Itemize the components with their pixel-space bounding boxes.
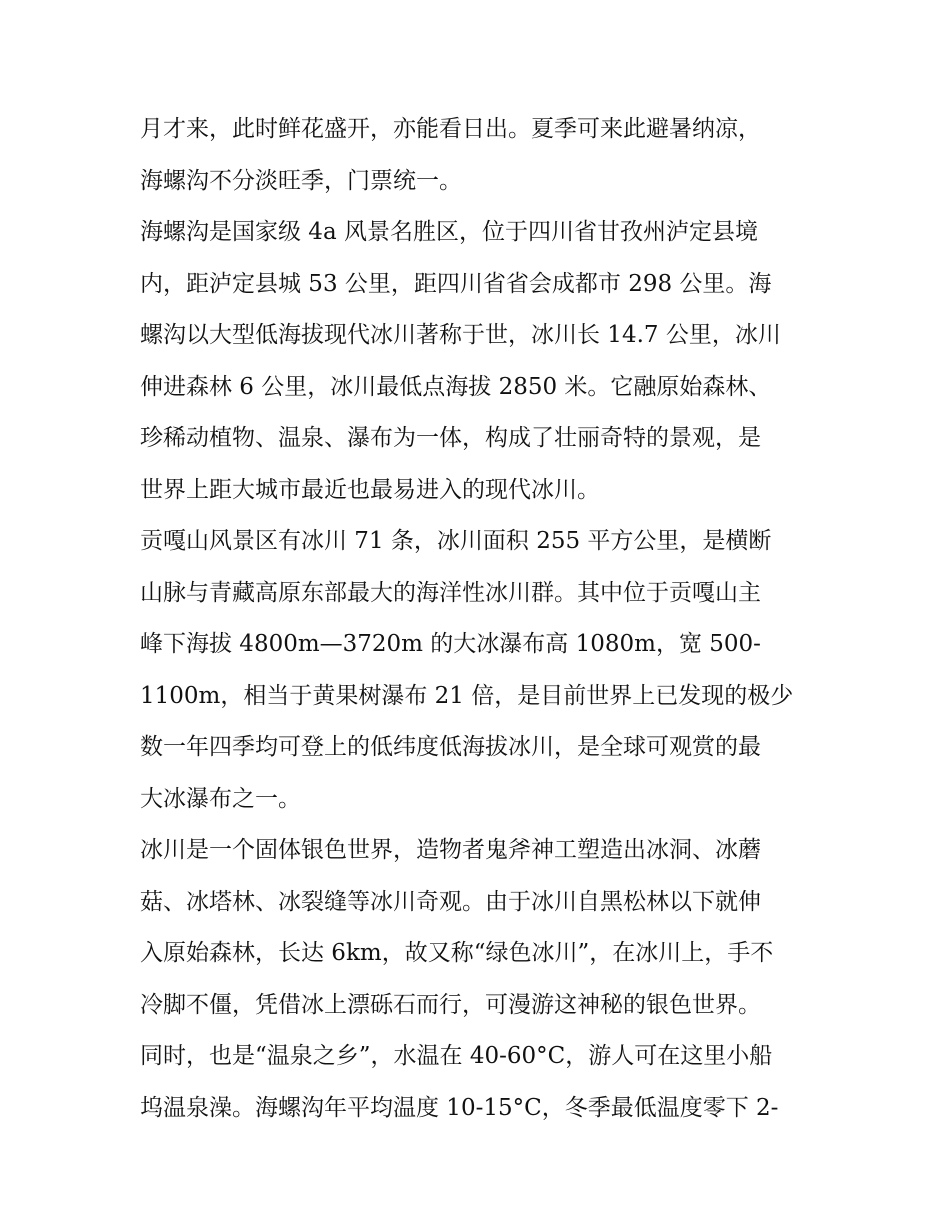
text-line: 贡嘎山风景区有冰川 71 条，冰川面积 255 平方公里，是横断 [140,528,772,554]
text-line: 伸进森林 6 公里，冰川最低点海拔 2850 米。它融原始森林、 [140,373,772,400]
text-line: 数一年四季均可登上的低纬度低海拔冰川，是全球可观赏的最 [140,734,761,760]
text-line: 世界上距大城市最近也最易进入的现代冰川。 [140,476,600,503]
text-line: 内，距泸定县城 53 公里，距四川省省会成都市 298 公里。海 [140,270,772,297]
text-line: 海螺沟是国家级 4a 风景名胜区，位于四川省甘孜州泸定县境 [140,219,758,245]
text-line: 冰川是一个固体银色世界，造物者鬼斧神工塑造出冰洞、冰蘑 [140,837,761,863]
text-line: 螺沟以大型低海拔现代冰川著称于世，冰川长 14.7 公里，冰川 [140,322,781,348]
text-line: 坞温泉澡。海螺沟年平均温度 10-15°C，冬季最低温度零下 2- [140,1094,779,1121]
text-line: 山脉与青藏高原东部最大的海洋性冰川群。其中位于贡嘎山主 [140,579,761,606]
text-line: 菇、冰塔林、冰裂缝等冰川奇观。由于冰川自黑松林以下就伸 [140,888,761,915]
text-line: 大冰瀑布之一。 [140,785,301,812]
text-line: 冷脚不僵，凭借冰上漂砾石而行，可漫游这神秘的银色世界。 [140,991,761,1018]
text-line: 同时，也是“温泉之乡”，水温在 40-60°C，游人可在这里小船 [140,1043,773,1069]
text-line: 1100m，相当于黄果树瀑布 21 倍，是目前世界上已发现的极少 [140,682,794,709]
text-line: 入原始森林，长达 6km，故又称“绿色冰川”，在冰川上，手不 [140,940,774,966]
text-line: 珍稀动植物、温泉、瀑布为一体，构成了壮丽奇特的景观，是 [140,425,761,451]
text-line: 峰下海拔 4800m—3720m 的大冰瀑布高 1080m，宽 500- [140,631,761,657]
document-body [140,104,820,1134]
text-line: 海螺沟不分淡旺季，门票统一。 [140,167,462,194]
text-line: 月才来，此时鲜花盛开，亦能看日出。夏季可来此避暑纳凉， [140,116,761,142]
